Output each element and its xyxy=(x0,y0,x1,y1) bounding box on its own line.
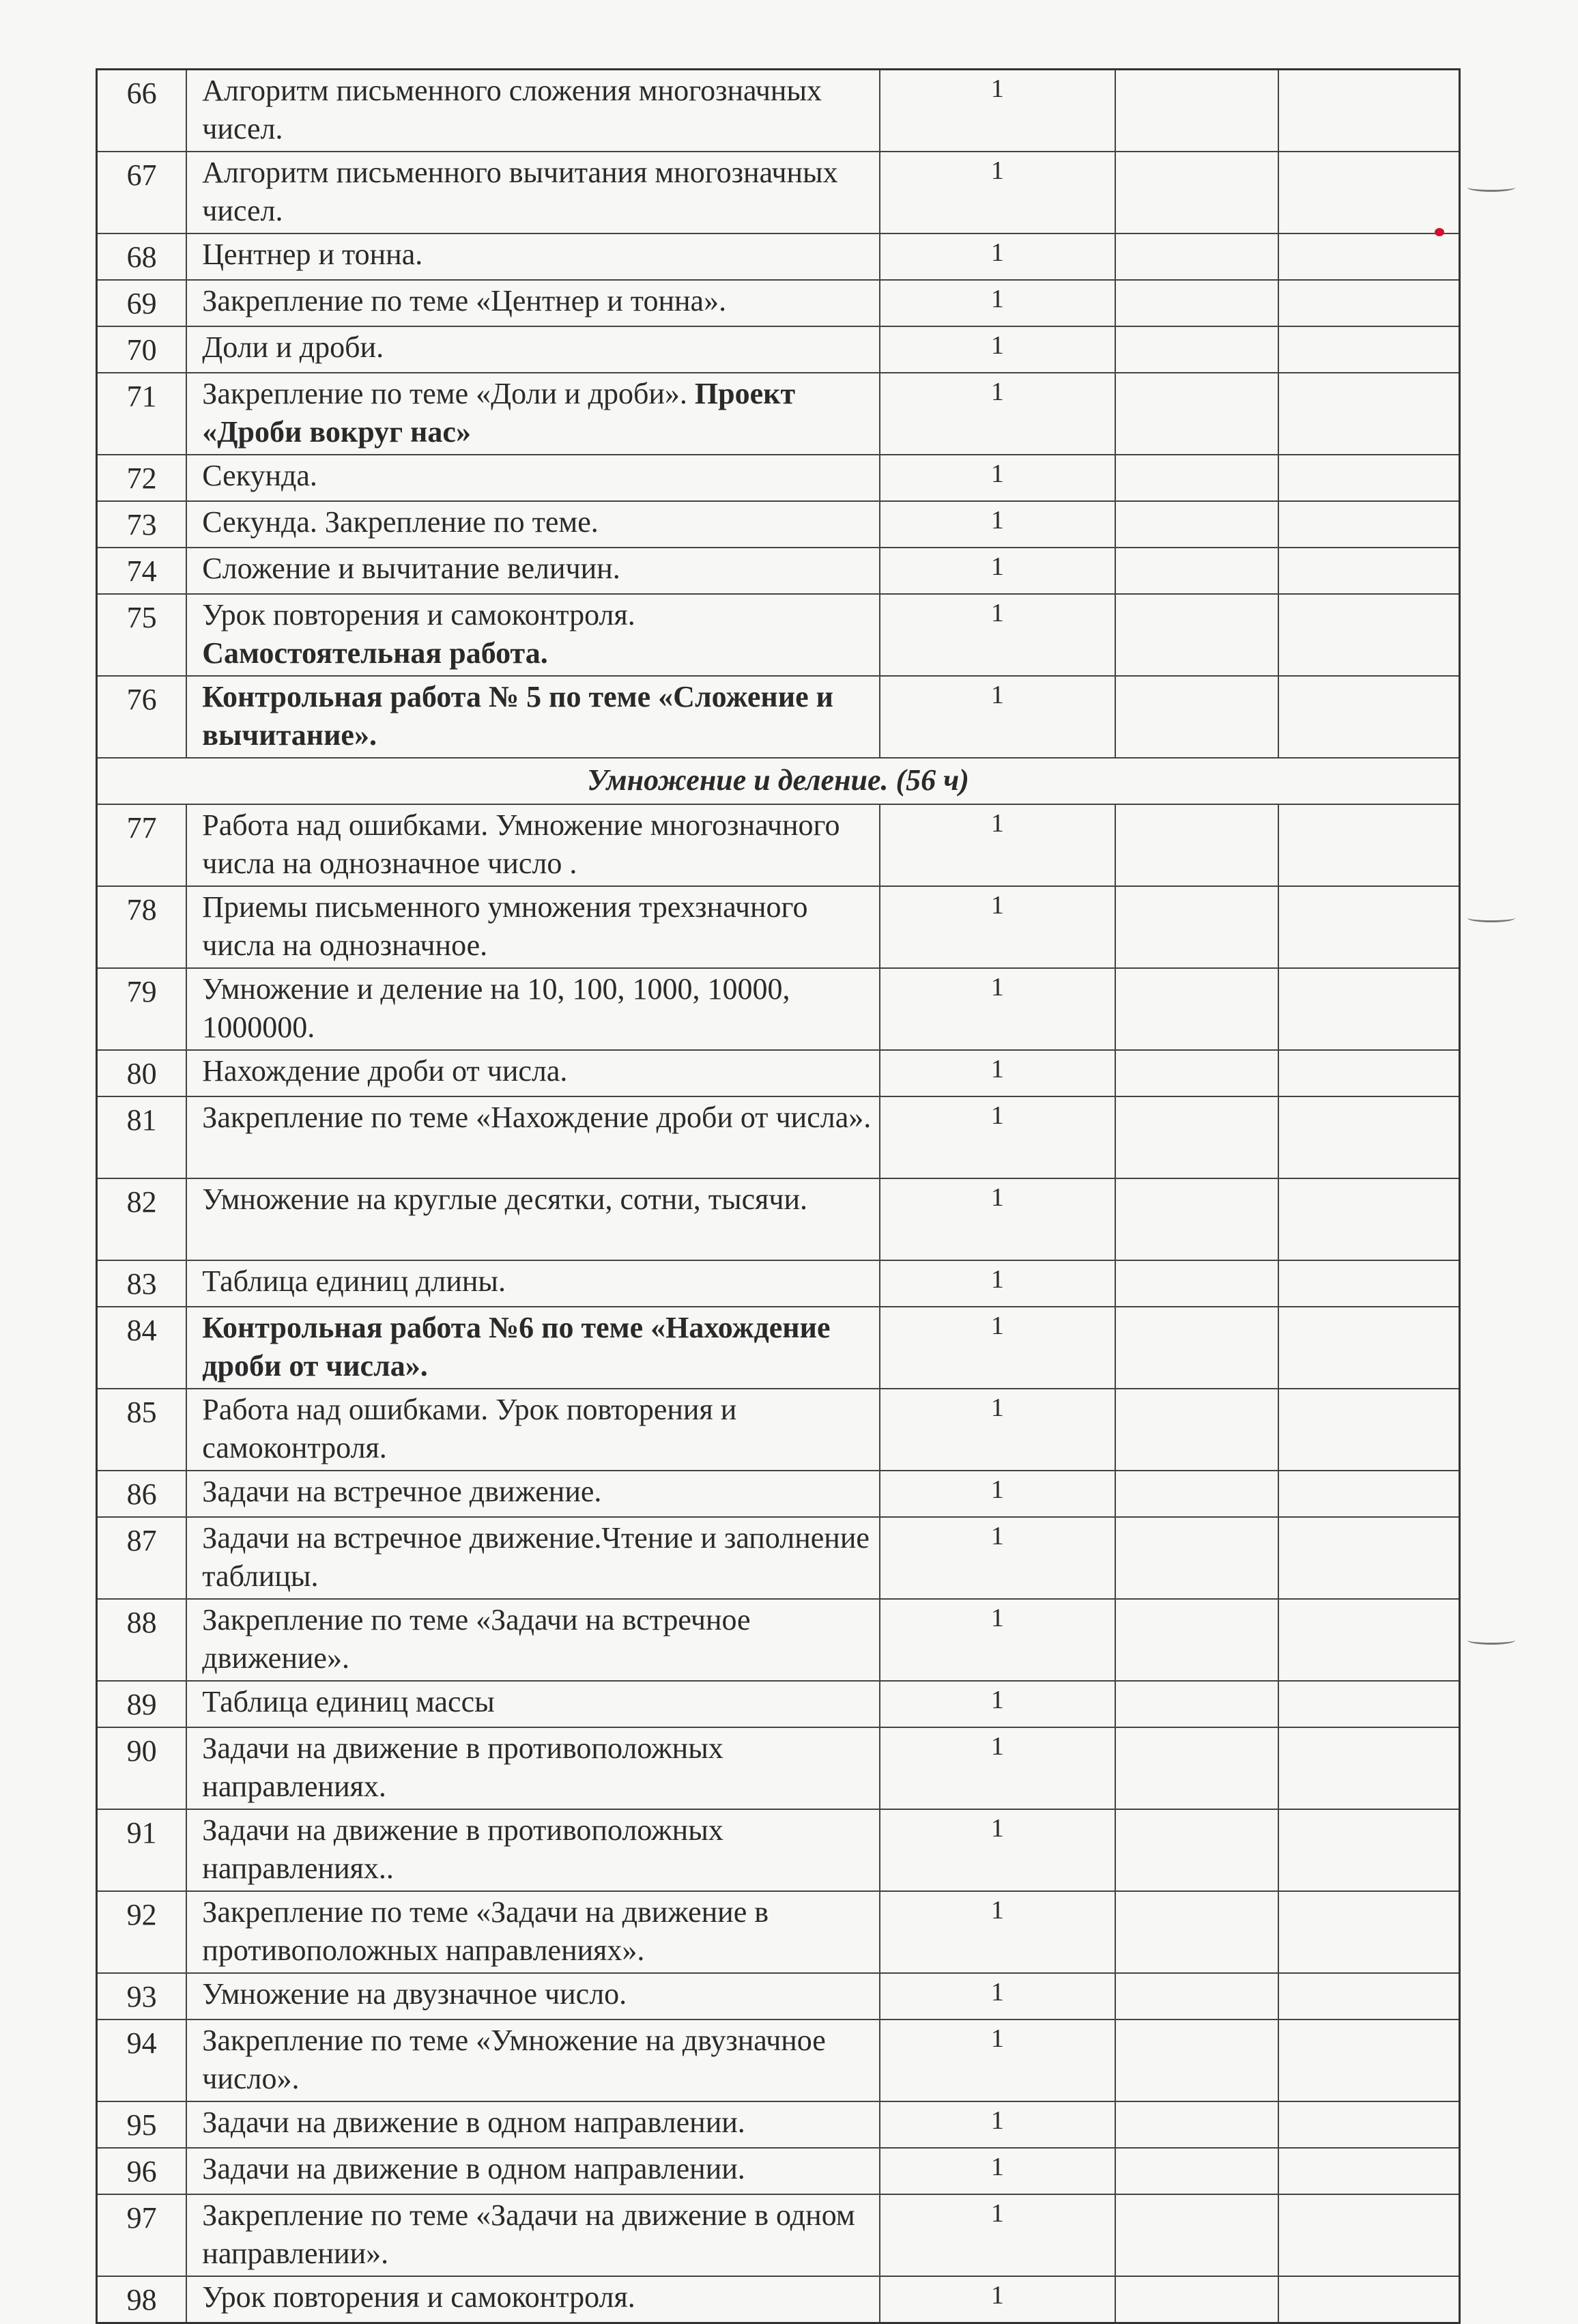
plan-date-cell xyxy=(1115,1599,1278,1681)
lesson-topic: Задачи на движение в противоположных направлениях.. xyxy=(186,1809,880,1891)
margin-pen-mark xyxy=(1467,913,1515,922)
lesson-number: 66 xyxy=(97,70,187,152)
fact-date-cell xyxy=(1278,326,1460,373)
lesson-hours: 1 xyxy=(880,1050,1115,1096)
plan-date-cell xyxy=(1115,804,1278,886)
plan-date-cell xyxy=(1115,455,1278,501)
fact-date-cell xyxy=(1278,1681,1460,1727)
fact-date-cell xyxy=(1278,2148,1460,2194)
lesson-topic: Задачи на движение в одном направлении. xyxy=(186,2101,880,2148)
table-row xyxy=(97,1727,1460,1809)
fact-date-cell xyxy=(1278,594,1460,676)
fact-date-cell xyxy=(1278,1809,1460,1891)
fact-date-cell xyxy=(1278,1973,1460,2020)
plan-date-cell xyxy=(1115,886,1278,968)
lesson-hours: 1 xyxy=(880,886,1115,968)
lesson-topic: Задачи на встречное движение. xyxy=(186,1471,880,1517)
lesson-number: 85 xyxy=(97,1389,187,1471)
lesson-topic xyxy=(186,594,880,676)
lesson-topic xyxy=(186,373,880,455)
lesson-number: 69 xyxy=(97,280,187,326)
lesson-topic: Приемы письменного умножения трехзначного числа на однозначное. xyxy=(186,886,880,968)
fact-date-cell xyxy=(1278,1891,1460,1973)
fact-date-cell xyxy=(1278,1178,1460,1260)
plan-date-cell xyxy=(1115,1809,1278,1891)
plan-date-cell xyxy=(1115,326,1278,373)
plan-date-cell xyxy=(1115,280,1278,326)
lesson-number: 87 xyxy=(97,1517,187,1599)
lesson-hours: 1 xyxy=(880,1891,1115,1973)
lesson-topic: Контрольная работа № 5 по теме «Сложение и вычитание». xyxy=(186,676,880,758)
plan-date-cell xyxy=(1115,2194,1278,2276)
lesson-plan-sheet xyxy=(96,68,1461,2324)
table-row xyxy=(97,326,1460,373)
lesson-hours: 1 xyxy=(880,1389,1115,1471)
fact-date-cell xyxy=(1278,1307,1460,1389)
fact-date-cell xyxy=(1278,501,1460,548)
plan-date-cell xyxy=(1115,1096,1278,1178)
lesson-number: 79 xyxy=(97,968,187,1050)
lesson-hours: 1 xyxy=(880,233,1115,280)
lesson-number: 74 xyxy=(97,548,187,594)
lesson-hours: 1 xyxy=(880,1178,1115,1260)
lesson-number: 92 xyxy=(97,1891,187,1973)
lesson-number: 82 xyxy=(97,1178,187,1260)
plan-date-cell xyxy=(1115,1178,1278,1260)
table-row xyxy=(97,1809,1460,1891)
lesson-topic: Центнер и тонна. xyxy=(186,233,880,280)
lesson-number: 91 xyxy=(97,1809,187,1891)
lesson-number: 70 xyxy=(97,326,187,373)
lesson-topic: Урок повторения и самоконтроля. xyxy=(186,2276,880,2323)
lesson-hours: 1 xyxy=(880,1809,1115,1891)
table-row xyxy=(97,1178,1460,1260)
table-row xyxy=(97,2194,1460,2276)
lesson-number: 89 xyxy=(97,1681,187,1727)
lesson-hours: 1 xyxy=(880,968,1115,1050)
fact-date-cell xyxy=(1278,2020,1460,2101)
lesson-topic-text: Закрепление по теме «Доли и дроби». xyxy=(202,377,687,410)
lesson-topic: Сложение и вычитание величин. xyxy=(186,548,880,594)
plan-date-cell xyxy=(1115,2276,1278,2323)
lesson-hours: 1 xyxy=(880,594,1115,676)
lesson-hours: 1 xyxy=(880,2276,1115,2323)
lesson-topic: Закрепление по теме «Центнер и тонна». xyxy=(186,280,880,326)
table-row xyxy=(97,1096,1460,1178)
section-title: Умножение и деление. (56 ч) xyxy=(97,758,1460,804)
section-row xyxy=(97,758,1460,804)
lesson-hours: 1 xyxy=(880,548,1115,594)
lesson-number: 75 xyxy=(97,594,187,676)
lesson-hours: 1 xyxy=(880,280,1115,326)
lesson-topic: Алгоритм письменного вычитания многозначных чисел. xyxy=(186,152,880,233)
fact-date-cell xyxy=(1278,1260,1460,1307)
table-row xyxy=(97,676,1460,758)
fact-date-cell xyxy=(1278,2276,1460,2323)
table-row xyxy=(97,1973,1460,2020)
plan-date-cell xyxy=(1115,373,1278,455)
table-row xyxy=(97,594,1460,676)
table-row xyxy=(97,501,1460,548)
lesson-number: 76 xyxy=(97,676,187,758)
fact-date-cell xyxy=(1278,804,1460,886)
lesson-topic: Работа над ошибками. Умножение многозначного числа на однозначное число . xyxy=(186,804,880,886)
lesson-number: 72 xyxy=(97,455,187,501)
plan-date-cell xyxy=(1115,2101,1278,2148)
lesson-number: 77 xyxy=(97,804,187,886)
lesson-hours: 1 xyxy=(880,1973,1115,2020)
lesson-hours: 1 xyxy=(880,70,1115,152)
fact-date-cell xyxy=(1278,1389,1460,1471)
fact-date-cell xyxy=(1278,455,1460,501)
plan-date-cell xyxy=(1115,548,1278,594)
lesson-topic: Доли и дроби. xyxy=(186,326,880,373)
lesson-number: 78 xyxy=(97,886,187,968)
lesson-hours: 1 xyxy=(880,1096,1115,1178)
fact-date-cell xyxy=(1278,233,1460,280)
table-row xyxy=(97,1599,1460,1681)
table-row xyxy=(97,2148,1460,2194)
lesson-hours: 1 xyxy=(880,152,1115,233)
table-row xyxy=(97,70,1460,152)
lesson-hours: 1 xyxy=(880,1727,1115,1809)
fact-date-cell xyxy=(1278,1096,1460,1178)
plan-date-cell xyxy=(1115,70,1278,152)
table-row xyxy=(97,1891,1460,1973)
lesson-number: 95 xyxy=(97,2101,187,2148)
lesson-hours: 1 xyxy=(880,501,1115,548)
lesson-hours: 1 xyxy=(880,2194,1115,2276)
lesson-number: 73 xyxy=(97,501,187,548)
lesson-topic: Закрепление по теме «Умножение на двузначное число». xyxy=(186,2020,880,2101)
lesson-topic: Умножение на круглые десятки, сотни, тысячи. xyxy=(186,1178,880,1260)
lesson-hours: 1 xyxy=(880,1307,1115,1389)
table-row xyxy=(97,1307,1460,1389)
lesson-hours: 1 xyxy=(880,804,1115,886)
lesson-topic: Закрепление по теме «Нахождение дроби от числа». xyxy=(186,1096,880,1178)
lesson-number: 88 xyxy=(97,1599,187,1681)
table-row xyxy=(97,548,1460,594)
table-row xyxy=(97,373,1460,455)
fact-date-cell xyxy=(1278,373,1460,455)
independent-work-label: Самостоятельная работа. xyxy=(202,636,548,670)
lesson-topic: Секунда. Закрепление по теме. xyxy=(186,501,880,548)
red-ink-dot xyxy=(1435,228,1444,236)
fact-date-cell xyxy=(1278,280,1460,326)
fact-date-cell xyxy=(1278,548,1460,594)
fact-date-cell xyxy=(1278,1599,1460,1681)
table-row xyxy=(97,2101,1460,2148)
lesson-topic: Закрепление по теме «Задачи на движение в одном направлении». xyxy=(186,2194,880,2276)
plan-date-cell xyxy=(1115,1517,1278,1599)
lesson-hours: 1 xyxy=(880,2020,1115,2101)
lesson-topic: Таблица единиц массы xyxy=(186,1681,880,1727)
fact-date-cell xyxy=(1278,2101,1460,2148)
lesson-number: 68 xyxy=(97,233,187,280)
table-row xyxy=(97,455,1460,501)
lesson-topic-text: Урок повторения и самоконтроля. xyxy=(202,598,635,632)
lesson-number: 80 xyxy=(97,1050,187,1096)
lesson-hours: 1 xyxy=(880,2101,1115,2148)
table-row xyxy=(97,1260,1460,1307)
fact-date-cell xyxy=(1278,2194,1460,2276)
lesson-topic: Умножение на двузначное число. xyxy=(186,1973,880,2020)
lesson-hours: 1 xyxy=(880,1517,1115,1599)
lesson-topic: Задачи на движение в противоположных направлениях. xyxy=(186,1727,880,1809)
table-row xyxy=(97,2020,1460,2101)
fact-date-cell xyxy=(1278,1471,1460,1517)
table-row xyxy=(97,886,1460,968)
table-row xyxy=(97,1517,1460,1599)
fact-date-cell xyxy=(1278,886,1460,968)
lesson-topic: Таблица единиц длины. xyxy=(186,1260,880,1307)
table-row xyxy=(97,1681,1460,1727)
lesson-hours: 1 xyxy=(880,1599,1115,1681)
plan-date-cell xyxy=(1115,1681,1278,1727)
table-row xyxy=(97,804,1460,886)
table-row xyxy=(97,968,1460,1050)
plan-date-cell xyxy=(1115,1973,1278,2020)
table-row xyxy=(97,1471,1460,1517)
project-label: Проект «Дроби вокруг нас» xyxy=(202,377,796,449)
plan-date-cell xyxy=(1115,1050,1278,1096)
table-row xyxy=(97,1389,1460,1471)
lesson-hours: 1 xyxy=(880,455,1115,501)
plan-date-cell xyxy=(1115,2148,1278,2194)
lesson-plan-table xyxy=(96,68,1461,2324)
plan-date-cell xyxy=(1115,1389,1278,1471)
plan-date-cell xyxy=(1115,676,1278,758)
lesson-hours: 1 xyxy=(880,2148,1115,2194)
lesson-hours: 1 xyxy=(880,1471,1115,1517)
margin-pen-mark xyxy=(1467,183,1515,192)
plan-date-cell xyxy=(1115,594,1278,676)
lesson-number: 98 xyxy=(97,2276,187,2323)
plan-date-cell xyxy=(1115,501,1278,548)
lesson-topic: Задачи на движение в одном направлении. xyxy=(186,2148,880,2194)
lesson-number: 84 xyxy=(97,1307,187,1389)
lesson-hours: 1 xyxy=(880,373,1115,455)
plan-date-cell xyxy=(1115,1891,1278,1973)
plan-date-cell xyxy=(1115,1260,1278,1307)
lesson-hours: 1 xyxy=(880,326,1115,373)
lesson-topic: Закрепление по теме «Задачи на движение в противоположных направлениях». xyxy=(186,1891,880,1973)
plan-date-cell xyxy=(1115,1471,1278,1517)
lesson-topic: Контрольная работа №6 по теме «Нахождение дроби от числа». xyxy=(186,1307,880,1389)
lesson-hours: 1 xyxy=(880,676,1115,758)
table-row xyxy=(97,152,1460,233)
lesson-number: 71 xyxy=(97,373,187,455)
lesson-topic: Алгоритм письменного сложения многозначных чисел. xyxy=(186,70,880,152)
lesson-hours: 1 xyxy=(880,1681,1115,1727)
lesson-number: 96 xyxy=(97,2148,187,2194)
lesson-number: 83 xyxy=(97,1260,187,1307)
plan-date-cell xyxy=(1115,233,1278,280)
lesson-topic: Работа над ошибками. Урок повторения и самоконтроля. xyxy=(186,1389,880,1471)
plan-date-cell xyxy=(1115,152,1278,233)
lesson-hours: 1 xyxy=(880,1260,1115,1307)
fact-date-cell xyxy=(1278,152,1460,233)
lesson-number: 90 xyxy=(97,1727,187,1809)
table-row xyxy=(97,2276,1460,2323)
lesson-number: 81 xyxy=(97,1096,187,1178)
table-row xyxy=(97,233,1460,280)
fact-date-cell xyxy=(1278,1727,1460,1809)
plan-date-cell xyxy=(1115,1727,1278,1809)
table-row xyxy=(97,280,1460,326)
lesson-topic: Секунда. xyxy=(186,455,880,501)
lesson-number: 86 xyxy=(97,1471,187,1517)
fact-date-cell xyxy=(1278,968,1460,1050)
lesson-topic: Закрепление по теме «Задачи на встречное движение». xyxy=(186,1599,880,1681)
plan-date-cell xyxy=(1115,968,1278,1050)
fact-date-cell xyxy=(1278,1517,1460,1599)
lesson-number: 93 xyxy=(97,1973,187,2020)
fact-date-cell xyxy=(1278,1050,1460,1096)
lesson-topic: Умножение и деление на 10, 100, 1000, 10000, 1000000. xyxy=(186,968,880,1050)
plan-date-cell xyxy=(1115,2020,1278,2101)
fact-date-cell xyxy=(1278,70,1460,152)
lesson-topic: Нахождение дроби от числа. xyxy=(186,1050,880,1096)
fact-date-cell xyxy=(1278,676,1460,758)
lesson-topic: Задачи на встречное движение.Чтение и заполнение таблицы. xyxy=(186,1517,880,1599)
plan-date-cell xyxy=(1115,1307,1278,1389)
lesson-number: 94 xyxy=(97,2020,187,2101)
table-row xyxy=(97,1050,1460,1096)
lesson-number: 67 xyxy=(97,152,187,233)
margin-pen-mark xyxy=(1467,1636,1515,1645)
lesson-number: 97 xyxy=(97,2194,187,2276)
